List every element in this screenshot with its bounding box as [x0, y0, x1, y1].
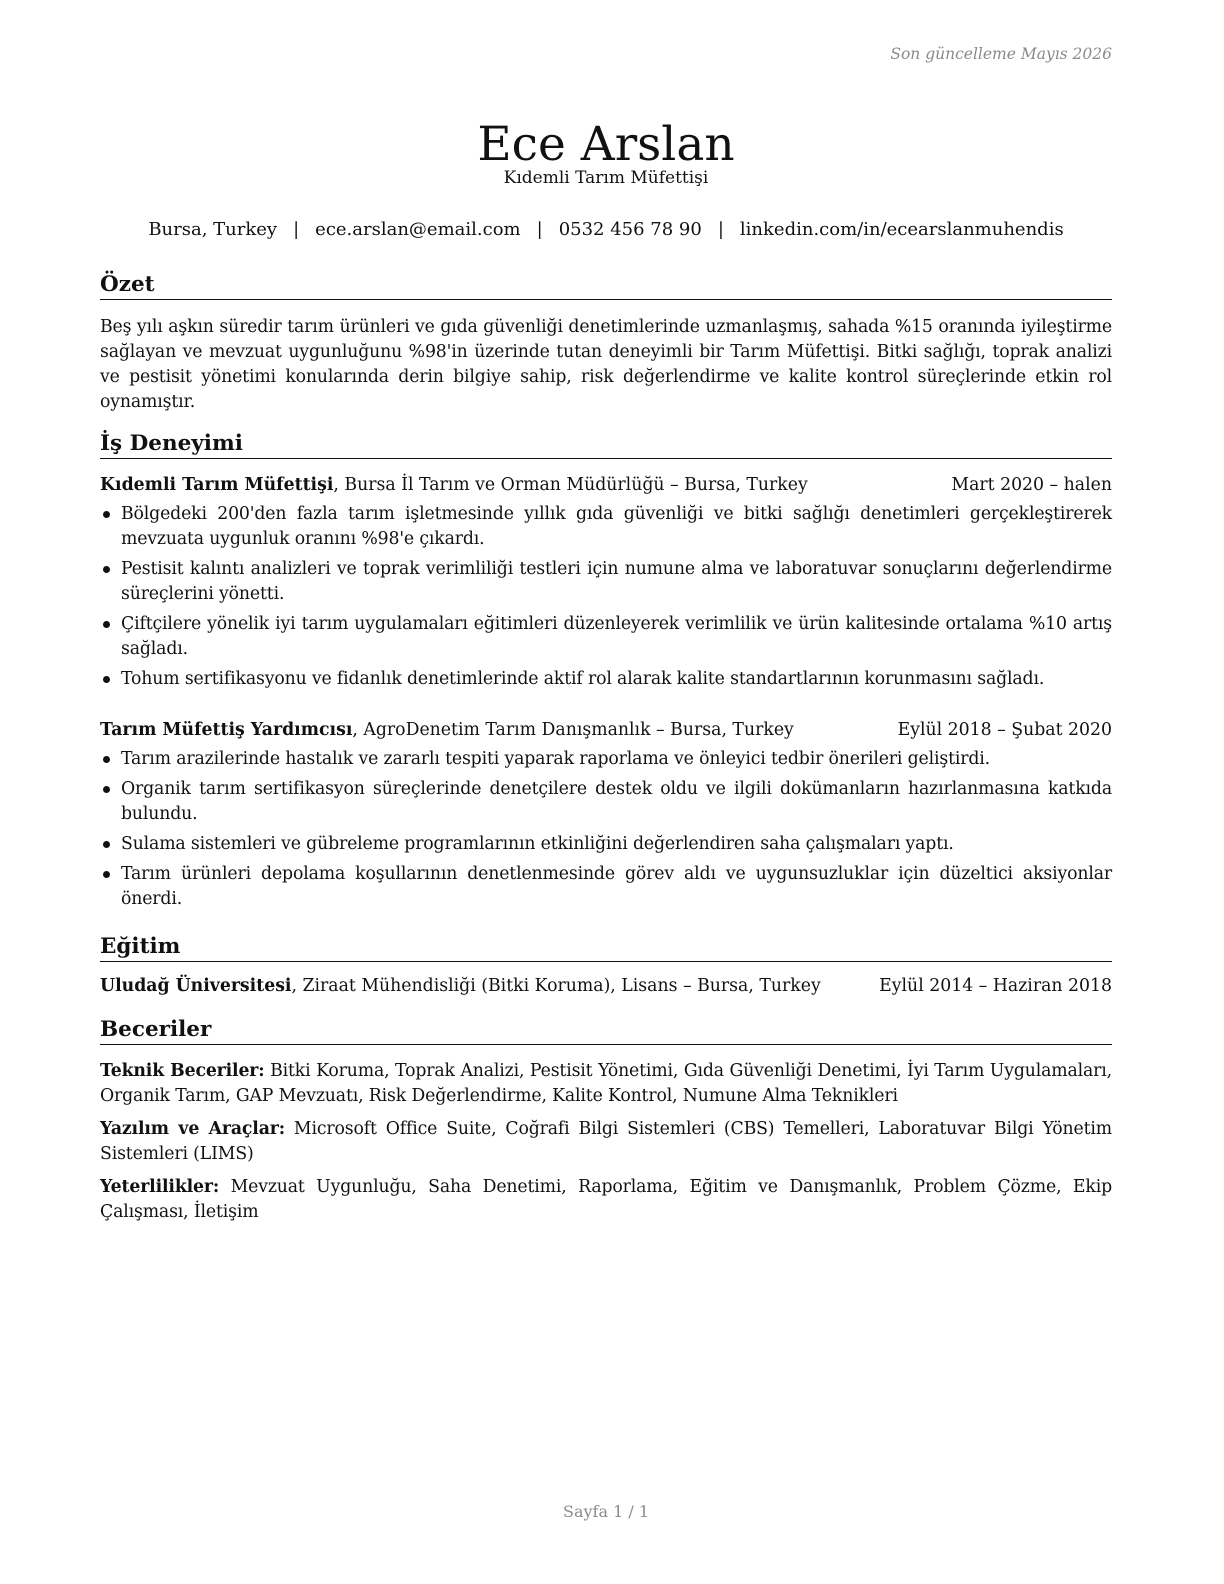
job-organization: , Bursa İl Tarım ve Orman Müdürlüğü – Bursa, Turkey [333, 475, 808, 495]
contact-phone[interactable]: 0532 456 78 90 [558, 219, 702, 240]
education-heading: Eğitim [100, 932, 1112, 962]
contact-separator: | [717, 219, 724, 240]
bullet-item: Tarım ürünleri depolama koşullarının denetlenmesinde görev aldı ve uygunsuzluklar için düzeltici aksiyonlar önerdi. [100, 862, 1112, 912]
bullet-item: Pestisit kalıntı analizleri ve toprak verimliliği testleri için numune alma ve laboratuvar sonuçlarını değerlendirme süreçlerini yönetti. [100, 557, 1112, 607]
education-entry [100, 974, 1112, 999]
bullet-item: Tohum sertifikasyonu ve fidanlık denetimlerinde aktif rol alarak kalite standartlarının korunmasını sağladı. [100, 667, 1112, 692]
summary-text: Beş yılı aşkın süredir tarım ürünleri ve gıda güvenliği denetimlerinde uzmanlaşmış, sahada %15 oranında iyileştirme sağlayan ve mevzuat uygunluğunu %98'in üzerinde tutan deneyimli bir Tarım Müfettişi. Bitki sağlığı, toprak analizi ve pestisit yönetimi konularında derin bilgiye sahip, risk değerlendirme ve kalite kontrol süreçlerinde etkin rol oynamıştır. [100, 317, 1112, 412]
skills-heading: Beceriler [100, 1015, 1112, 1045]
experience-heading: İş Deneyimi [100, 429, 1112, 459]
job-dates: Mart 2020 – halen [951, 475, 1112, 495]
bullet-item: Tarım arazilerinde hastalık ve zararlı tespiti yaparak raporlama ve önleyici tedbir önerileri geliştirdi. [100, 747, 1112, 772]
bullet-item: Çiftçilere yönelik iyi tarım uygulamaları eğitimleri düzenleyerek verimlilik ve ürün kalitesinde ortalama %10 artış sağladı. [100, 612, 1112, 662]
skill-label: Yeterlilikler: [100, 1177, 220, 1197]
job-organization: , AgroDenetim Tarım Danışmanlık – Bursa, Turkey [352, 720, 794, 740]
contact-location: Bursa, Turkey [148, 219, 278, 240]
person-title: Kıdemli Tarım Müfettişi [503, 168, 709, 188]
contact-email[interactable]: ece.arslan@email.com [315, 219, 521, 240]
skill-label: Teknik Beceriler: [100, 1061, 265, 1081]
education-dates: Eylül 2014 – Haziran 2018 [879, 976, 1112, 996]
contact-line [100, 219, 1112, 240]
job-bullets [100, 747, 1112, 912]
education-school: Uludağ Üniversitesi [100, 976, 292, 996]
contact-separator: | [293, 219, 300, 240]
job-bullets [100, 502, 1112, 692]
job-dates: Eylül 2018 – Şubat 2020 [897, 720, 1112, 740]
job-header [100, 718, 1112, 743]
skill-text: Mevzuat Uygunluğu, Saha Denetimi, Raporlama, Eğitim ve Danışmanlık, Problem Çözme, Ekip Çalışması, İletişim [100, 1177, 1112, 1222]
job-entry [100, 718, 1112, 912]
skill-group [100, 1117, 1112, 1167]
job-entry [100, 473, 1112, 692]
bullet-item: Organik tarım sertifikasyon süreçlerinde denetçilere destek oldu ve ilgili dokümanların hazırlanmasına katkıda bulundu. [100, 777, 1112, 827]
last-updated: Son güncelleme Mayıs 2026 [890, 45, 1112, 63]
person-name: Ece Arslan [477, 117, 735, 173]
education-details: , Ziraat Mühendisliği (Bitki Koruma), Lisans – Bursa, Turkey [291, 976, 821, 996]
page-number: Sayfa 1 / 1 [562, 1502, 649, 1521]
summary-heading: Özet [100, 270, 1112, 300]
resume-content [100, 270, 1112, 1233]
bullet-item: Sulama sistemleri ve gübreleme programlarının etkinliğini değerlendiren saha çalışmaları yaptı. [100, 832, 1112, 857]
skill-text: Microsoft Office Suite, Coğrafi Bilgi Sistemleri (CBS) Temelleri, Laboratuvar Bilgi Yönetim Sistemleri (LIMS) [100, 1119, 1113, 1164]
skill-group [100, 1175, 1112, 1225]
bullet-item: Bölgedeki 200'den fazla tarım işletmesinde yıllık gıda güvenliği ve bitki sağlığı denetimleri gerçekleştirerek mevzuata uygunluk oranını %98'e çıkardı. [100, 502, 1112, 552]
job-role: Kıdemli Tarım Müfettişi [100, 475, 334, 495]
skill-group [100, 1059, 1112, 1109]
skill-text: Bitki Koruma, Toprak Analizi, Pestisit Yönetimi, Gıda Güvenliği Denetimi, İyi Tarım Uygulamaları, Organik Tarım, GAP Mevzuatı, Risk Değerlendirme, Kalite Kontrol, Numune Alma Teknikleri [100, 1061, 1112, 1106]
job-role: Tarım Müfettiş Yardımcısı [100, 720, 353, 740]
job-header [100, 473, 1112, 498]
contact-separator: | [536, 219, 543, 240]
skill-label: Yazılım ve Araçlar: [100, 1119, 285, 1139]
contact-linkedin[interactable]: linkedin.com/in/ecearslanmuhendis [739, 219, 1064, 240]
